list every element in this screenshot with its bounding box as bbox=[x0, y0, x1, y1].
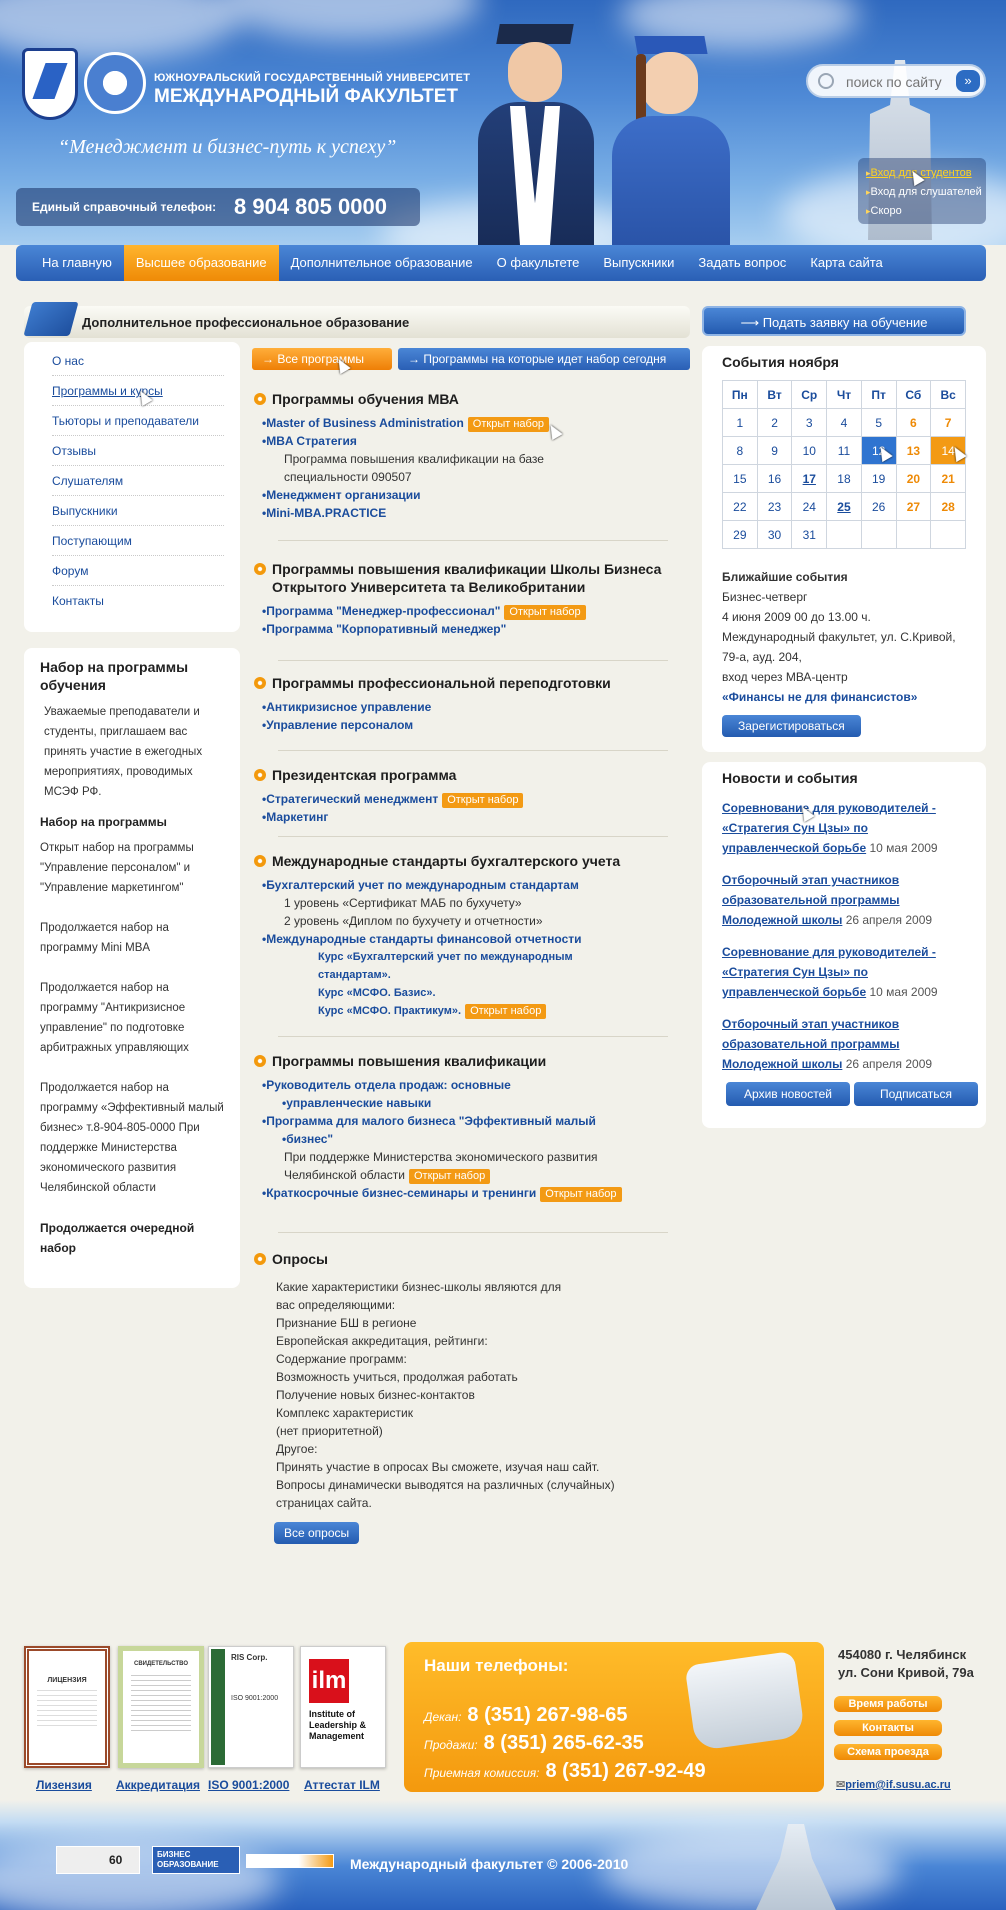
address-city: 454080 г. Челябинск bbox=[838, 1647, 967, 1662]
event-calendar bbox=[722, 380, 966, 549]
telephone-icon bbox=[685, 1651, 806, 1751]
working-hours-button[interactable]: Время работы bbox=[834, 1696, 942, 1712]
accreditation-certificate[interactable]: СВИДЕТЕЛЬСТВО bbox=[118, 1646, 204, 1768]
divider bbox=[278, 836, 668, 837]
license-link[interactable]: Лизензия bbox=[36, 1778, 92, 1792]
weekday-header: Ср bbox=[792, 381, 827, 409]
graduate-woman-illustration bbox=[606, 36, 736, 245]
poll-line: Получение новых бизнес-контактов bbox=[276, 1388, 475, 1402]
event-line: 79-а, ауд. 204, bbox=[722, 650, 802, 664]
divider bbox=[278, 660, 668, 661]
enrollment-box bbox=[24, 648, 240, 1288]
open-enrollment-badge: Открыт набор bbox=[504, 605, 585, 620]
main-nav bbox=[16, 245, 986, 281]
search-box bbox=[806, 64, 986, 98]
phones-box bbox=[404, 1642, 824, 1792]
menu-item-contacts[interactable]: Контакты bbox=[52, 594, 104, 608]
university-emblem[interactable] bbox=[22, 48, 78, 120]
calendar-day[interactable]: 4 bbox=[827, 409, 862, 437]
event-line: 4 июня 2009 00 до 13.00 ч. bbox=[722, 610, 871, 624]
calendar-day[interactable]: 31 bbox=[792, 521, 827, 549]
course-link[interactable]: Курс «Бухгалтерский учет по международным bbox=[318, 951, 573, 963]
all-polls-button[interactable]: Все опросы bbox=[274, 1522, 359, 1544]
calendar-day[interactable]: 23 bbox=[757, 493, 792, 521]
group-presidential bbox=[252, 766, 682, 826]
poll-line: Вопросы динамически выводятся на различных (случайных) bbox=[276, 1478, 615, 1492]
menu-item-applicants[interactable]: Поступающим bbox=[52, 526, 224, 556]
iso-certificate[interactable]: RIS Corp. ISO 9001:2000 bbox=[208, 1646, 294, 1768]
calendar-day[interactable]: 20 bbox=[896, 465, 931, 493]
news-link[interactable]: Соревнование для руководителей - «Стратегия Сун Цзы» по управленческой борьбе bbox=[722, 945, 936, 999]
calendar-day[interactable]: 5 bbox=[861, 409, 896, 437]
group-title: Программы повышения квалификации bbox=[252, 1052, 682, 1070]
faculty-globe-logo[interactable] bbox=[84, 52, 146, 114]
nav-about[interactable]: О факультете bbox=[496, 255, 580, 270]
university-name: ЮЖНОУРАЛЬСКИЙ ГОСУДАРСТВЕННЫЙ УНИВЕРСИТЕТ bbox=[154, 72, 471, 84]
news-title: Новости и события bbox=[722, 770, 858, 786]
license-certificate[interactable]: ЛИЦЕНЗИЯ bbox=[24, 1646, 110, 1768]
program-link[interactable]: • управленческие навыки bbox=[252, 1094, 682, 1112]
group-ifrs bbox=[252, 852, 682, 1020]
calendar-day[interactable]: 3 bbox=[792, 409, 827, 437]
events-box bbox=[702, 346, 986, 752]
weekday-header: Сб bbox=[896, 381, 931, 409]
open-enrollment-badge: Открыт набор bbox=[465, 1004, 546, 1019]
calendar-day[interactable]: 7 bbox=[931, 409, 966, 437]
program-note: Челябинской области Открыт набор bbox=[252, 1166, 682, 1184]
calendar-day[interactable]: 24 bbox=[792, 493, 827, 521]
program-note: При поддержке Министерства экономического развития bbox=[284, 1150, 598, 1164]
phones-title: Наши телефоны: bbox=[424, 1656, 569, 1675]
news-date: 26 апреля 2009 bbox=[845, 913, 933, 927]
poll-line: (нет приоритетной) bbox=[276, 1424, 383, 1438]
enrollment-p3: Продолжается набор на программу "Антикризисное управление" по подготовке арбитражных управляющих bbox=[40, 982, 189, 1054]
left-menu bbox=[24, 342, 240, 632]
accreditation-link[interactable]: Аккредитация bbox=[116, 1778, 200, 1792]
news-link[interactable]: Отборочный этап участников образовательной программы Молодежной школы bbox=[722, 1017, 900, 1071]
weekday-header: Пт bbox=[861, 381, 896, 409]
search-input[interactable] bbox=[846, 72, 950, 92]
poll-line: Возможность учиться, продолжая работать bbox=[276, 1370, 518, 1384]
menu-item-about[interactable]: О нас bbox=[52, 346, 224, 376]
tab-all-programs[interactable]: → Все программы bbox=[252, 348, 392, 370]
program-note: Программа повышения квалификации на базе bbox=[284, 452, 544, 466]
calendar-day[interactable]: 18 bbox=[827, 465, 862, 493]
calendar-day[interactable]: 8 bbox=[723, 437, 758, 465]
calendar-day[interactable]: 9 bbox=[757, 437, 792, 465]
open-enrollment-badge: Открыт набор bbox=[468, 417, 549, 432]
menu-item-programs[interactable]: Программы и курсы bbox=[52, 376, 224, 406]
address bbox=[838, 1646, 974, 1682]
phone-number: 8 904 805 0000 bbox=[234, 194, 387, 219]
program-note: 2 уровень «Диплом по бухучету и отчетности» bbox=[284, 914, 543, 928]
header bbox=[0, 0, 1006, 245]
program-link[interactable]: • Master of Business Administration Открыт набор bbox=[252, 414, 682, 432]
weekday-header: Чт bbox=[827, 381, 862, 409]
iso-link[interactable]: ISO 9001:2000 bbox=[208, 1778, 290, 1792]
graduate-man-illustration bbox=[470, 24, 600, 245]
poll-line: Европейская аккредитация, рейтинги: bbox=[276, 1334, 488, 1348]
program-note: 1 уровень «Сертификат МАБ по бухучету» bbox=[284, 896, 522, 910]
open-enrollment-badge: Открыт набор bbox=[409, 1169, 490, 1184]
group-mba bbox=[252, 390, 682, 522]
group-title: Президентская программа bbox=[252, 766, 682, 784]
rating-counter[interactable] bbox=[246, 1854, 334, 1868]
poll-line: вас определяющими: bbox=[276, 1298, 396, 1312]
group-retraining bbox=[252, 674, 682, 734]
calendar-day[interactable]: 27 bbox=[896, 493, 931, 521]
weekday-header: Вс bbox=[931, 381, 966, 409]
calendar-day[interactable]: 2 bbox=[757, 409, 792, 437]
group-title: Программы профессиональной переподготовки bbox=[252, 674, 682, 692]
address-street: ул. Сони Кривой, 79а bbox=[838, 1665, 974, 1680]
nav-home[interactable]: На главную bbox=[42, 255, 112, 270]
program-link[interactable]: • Руководитель отдела продаж: основные bbox=[252, 1076, 682, 1094]
weekday-header: Пн bbox=[723, 381, 758, 409]
admissions-phone: 8 (351) 267-92-49 bbox=[545, 1760, 706, 1782]
calendar-day[interactable]: 6 bbox=[896, 409, 931, 437]
contacts-button[interactable]: Контакты bbox=[834, 1720, 942, 1736]
news-date: 10 мая 2009 bbox=[869, 985, 938, 999]
tab-open-programs[interactable]: → Программы на которые идет набор сегодня bbox=[398, 348, 690, 370]
copyright: Международный факультет © 2006-2010 bbox=[350, 1856, 629, 1872]
calendar-day[interactable]: 13 bbox=[896, 437, 931, 465]
poll-line: Признание БШ в регионе bbox=[276, 1316, 417, 1330]
calendar-day[interactable]: 30 bbox=[757, 521, 792, 549]
search-submit-button[interactable]: » bbox=[956, 70, 980, 92]
login-students-link[interactable]: ▸ Вход для студентов bbox=[866, 164, 978, 183]
book-icon bbox=[23, 302, 78, 336]
divider bbox=[278, 540, 668, 541]
news-item bbox=[722, 942, 966, 1002]
register-button[interactable]: Зарегистироваться bbox=[722, 715, 861, 737]
poll-line: страницах сайта. bbox=[276, 1496, 372, 1510]
calendar-day-empty bbox=[827, 521, 862, 549]
email-link[interactable]: ✉ priem@if.susu.ac.ru bbox=[836, 1778, 951, 1791]
weekday-header: Вт bbox=[757, 381, 792, 409]
news-date: 26 апреля 2009 bbox=[845, 1057, 933, 1071]
enrollment-p1: Открыт набор на программы "Управление персоналом" и "Управление маркетингом" bbox=[40, 842, 194, 894]
calendar-day-empty bbox=[931, 521, 966, 549]
group-business-school bbox=[252, 560, 682, 638]
group-qualification bbox=[252, 1052, 682, 1202]
sales-phone: 8 (351) 265-62-35 bbox=[483, 1732, 644, 1754]
nav-graduates[interactable]: Выпускники bbox=[603, 255, 675, 270]
login-listeners-link[interactable]: ▸ Вход для слушателей bbox=[866, 183, 978, 202]
calendar-day[interactable]: 10 bbox=[792, 437, 827, 465]
enrollment-footer: Продолжается очередной набор bbox=[40, 1221, 195, 1255]
program-link[interactable]: • Бухгалтерский учет по международным стандартам bbox=[252, 876, 682, 894]
program-note: специальности 090507 bbox=[284, 470, 412, 484]
calendar-day[interactable]: 22 bbox=[723, 493, 758, 521]
news-item bbox=[722, 798, 966, 858]
event-name[interactable]: «Финансы не для финансистов» bbox=[722, 690, 918, 704]
ilm-certificate[interactable]: ilm Institute of Leadership & Management bbox=[300, 1646, 386, 1768]
calendar-day[interactable]: 28 bbox=[931, 493, 966, 521]
enrollment-p4: Продолжается набор на программу «Эффективный малый бизнес» т.8-904-805-0000 При поддержке Министерства экономического развития Челябинской области bbox=[40, 1082, 224, 1194]
search-icon bbox=[818, 73, 834, 89]
poll-line: Какие характеристики бизнес-школы являются для bbox=[276, 1280, 562, 1294]
calendar-day[interactable]: 26 bbox=[861, 493, 896, 521]
menu-item-reviews[interactable]: Отзывы bbox=[52, 436, 224, 466]
news-item bbox=[722, 870, 966, 930]
open-enrollment-badge: Открыт набор bbox=[540, 1187, 621, 1202]
calendar-day[interactable]: 16 bbox=[757, 465, 792, 493]
nav-ask-question[interactable]: Задать вопрос bbox=[698, 255, 787, 270]
nav-higher-education[interactable]: Высшее образование bbox=[124, 245, 279, 281]
divider bbox=[278, 750, 668, 751]
enrollment-title: Набор на программы обучения bbox=[40, 659, 189, 693]
subscribe-button[interactable]: Подписаться bbox=[854, 1082, 978, 1106]
news-link[interactable]: Соревнование для руководителей - «Стратегия Сун Цзы» по управленческой борьбе bbox=[722, 801, 936, 855]
menu-item-graduates[interactable]: Выпускники bbox=[52, 496, 224, 526]
enrollment-intro: Уважаемые преподаватели и студенты, приглашаем вас принять участие в ежегодных мероприятиях, проводимых МСЭФ РФ. bbox=[44, 706, 203, 798]
event-line: вход через МВА-центр bbox=[722, 670, 848, 684]
course-link[interactable]: Курс «МСФО. Базис». bbox=[318, 987, 436, 999]
calendar-day-event[interactable]: 17 bbox=[792, 465, 827, 493]
news-box bbox=[702, 762, 986, 1128]
directions-button[interactable]: Схема проезда bbox=[834, 1744, 942, 1760]
calendar-day-selected[interactable]: 12 bbox=[861, 437, 896, 465]
ilm-link[interactable]: Аттестат ILM bbox=[304, 1778, 380, 1792]
program-link[interactable]: • Mini-MBA.PRACTICE bbox=[252, 504, 682, 522]
event-line: Международный факультет, ул. С.Кривой, bbox=[722, 630, 956, 644]
course-link[interactable]: Курс «МСФО. Практикум». Открыт набор bbox=[252, 1002, 682, 1020]
enrollment-p2: Продолжается набор на программу Mini MBA bbox=[40, 922, 169, 954]
apply-button[interactable]: ⟶ Подать заявку на обучение bbox=[702, 306, 966, 336]
program-link[interactable]: • Антикризисное управление bbox=[252, 698, 682, 716]
calendar-day[interactable]: 19 bbox=[861, 465, 896, 493]
calendar-day[interactable]: 1 bbox=[723, 409, 758, 437]
group-polls bbox=[252, 1250, 682, 1544]
login-panel bbox=[858, 158, 986, 224]
group-title: Программы повышения квалификации Школы Бизнеса Открытого Университета та Великобритании bbox=[252, 560, 682, 596]
upcoming-events-title: Ближайшие события bbox=[722, 570, 848, 584]
faculty-name: МЕЖДУНАРОДНЫЙ ФАКУЛЬТЕТ bbox=[154, 86, 459, 107]
group-title: Международные стандарты бухгалтерского учета bbox=[252, 852, 682, 870]
event-line: Бизнес-четверг bbox=[722, 590, 808, 604]
program-link[interactable]: • Стратегический менеджмент Открыт набор bbox=[252, 790, 682, 808]
program-link[interactable]: • Управление персоналом bbox=[252, 716, 682, 734]
calendar-day-empty bbox=[861, 521, 896, 549]
poll-line: Принять участие в опросах Вы сможете, изучая наш сайт. bbox=[276, 1460, 600, 1474]
phone-row: Продажи: 8 (351) 265-62-35 bbox=[424, 1732, 644, 1754]
calendar-day[interactable]: 15 bbox=[723, 465, 758, 493]
program-link[interactable]: • Программа "Менеджер-профессионал" Открыт набор bbox=[252, 602, 682, 620]
nav-sitemap[interactable]: Карта сайта bbox=[810, 255, 883, 270]
news-archive-button[interactable]: Архив новостей bbox=[726, 1082, 850, 1106]
poll-line: Комплекс характеристик bbox=[276, 1406, 413, 1420]
bottom-bar bbox=[0, 1800, 1006, 1910]
calendar-day[interactable]: 11 bbox=[827, 437, 862, 465]
section-title: Дополнительное профессиональное образование bbox=[82, 315, 410, 330]
login-soon-link[interactable]: ▸ Скоро bbox=[866, 202, 978, 221]
news-link[interactable]: Отборочный этап участников образовательной программы Молодежной школы bbox=[722, 873, 900, 927]
menu-item-tutors[interactable]: Тьюторы и преподаватели bbox=[52, 406, 224, 436]
divider bbox=[278, 1232, 668, 1233]
news-date: 10 мая 2009 bbox=[869, 841, 938, 855]
group-title: Опросы bbox=[252, 1250, 682, 1268]
program-link[interactable]: • бизнес" bbox=[252, 1130, 682, 1148]
phone-row: Приемная комиссия: 8 (351) 267-92-49 bbox=[424, 1760, 706, 1782]
yandex-counter[interactable]: 60 bbox=[56, 1846, 140, 1874]
program-link[interactable]: • Программа для малого бизнеса "Эффективный малый bbox=[252, 1112, 682, 1130]
program-link[interactable]: • Менеджмент организации bbox=[252, 486, 682, 504]
divider bbox=[278, 1036, 668, 1037]
section-header bbox=[24, 306, 690, 338]
calendar-day-event[interactable]: 25 bbox=[827, 493, 862, 521]
program-link[interactable]: • Краткосрочные бизнес-семинары и тренинги Открыт набор bbox=[252, 1184, 682, 1202]
program-link[interactable]: • Международные стандарты финансовой отчетности bbox=[252, 930, 682, 948]
calendar-day[interactable]: 21 bbox=[931, 465, 966, 493]
program-link[interactable]: • Маркетинг bbox=[252, 808, 682, 826]
slogan: “Менеджмент и бизнес-путь к успеху” bbox=[58, 136, 397, 158]
poll-line: Другое: bbox=[276, 1442, 318, 1456]
phone-label: Единый справочный телефон: bbox=[32, 200, 217, 214]
menu-item-listeners[interactable]: Слушателям bbox=[52, 466, 224, 496]
dean-phone: 8 (351) 267-98-65 bbox=[467, 1704, 628, 1726]
program-link[interactable]: • Программа "Корпоративный менеджер" bbox=[252, 620, 682, 638]
program-link[interactable]: • MBA Стратегия bbox=[252, 432, 682, 450]
phone-bar bbox=[16, 188, 420, 226]
enrollment-subtitle: Набор на программы bbox=[40, 815, 167, 829]
events-title: События ноября bbox=[722, 354, 839, 370]
business-education-counter[interactable]: БИЗНЕС ОБРАЗОВАНИЕ bbox=[152, 1846, 240, 1874]
phone-row: Декан: 8 (351) 267-98-65 bbox=[424, 1704, 628, 1726]
open-enrollment-badge: Открыт набор bbox=[442, 793, 523, 808]
group-title: Программы обучения МВА bbox=[252, 390, 682, 408]
course-link[interactable]: стандартам». bbox=[318, 969, 391, 981]
calendar-day-highlighted[interactable]: 14 bbox=[931, 437, 966, 465]
nav-additional-education[interactable]: Дополнительное образование bbox=[290, 255, 473, 270]
poll-line: Содержание программ: bbox=[276, 1352, 407, 1366]
menu-item-forum[interactable]: Форум bbox=[52, 556, 224, 586]
calendar-day-empty bbox=[896, 521, 931, 549]
news-item bbox=[722, 1014, 966, 1074]
calendar-day[interactable]: 29 bbox=[723, 521, 758, 549]
